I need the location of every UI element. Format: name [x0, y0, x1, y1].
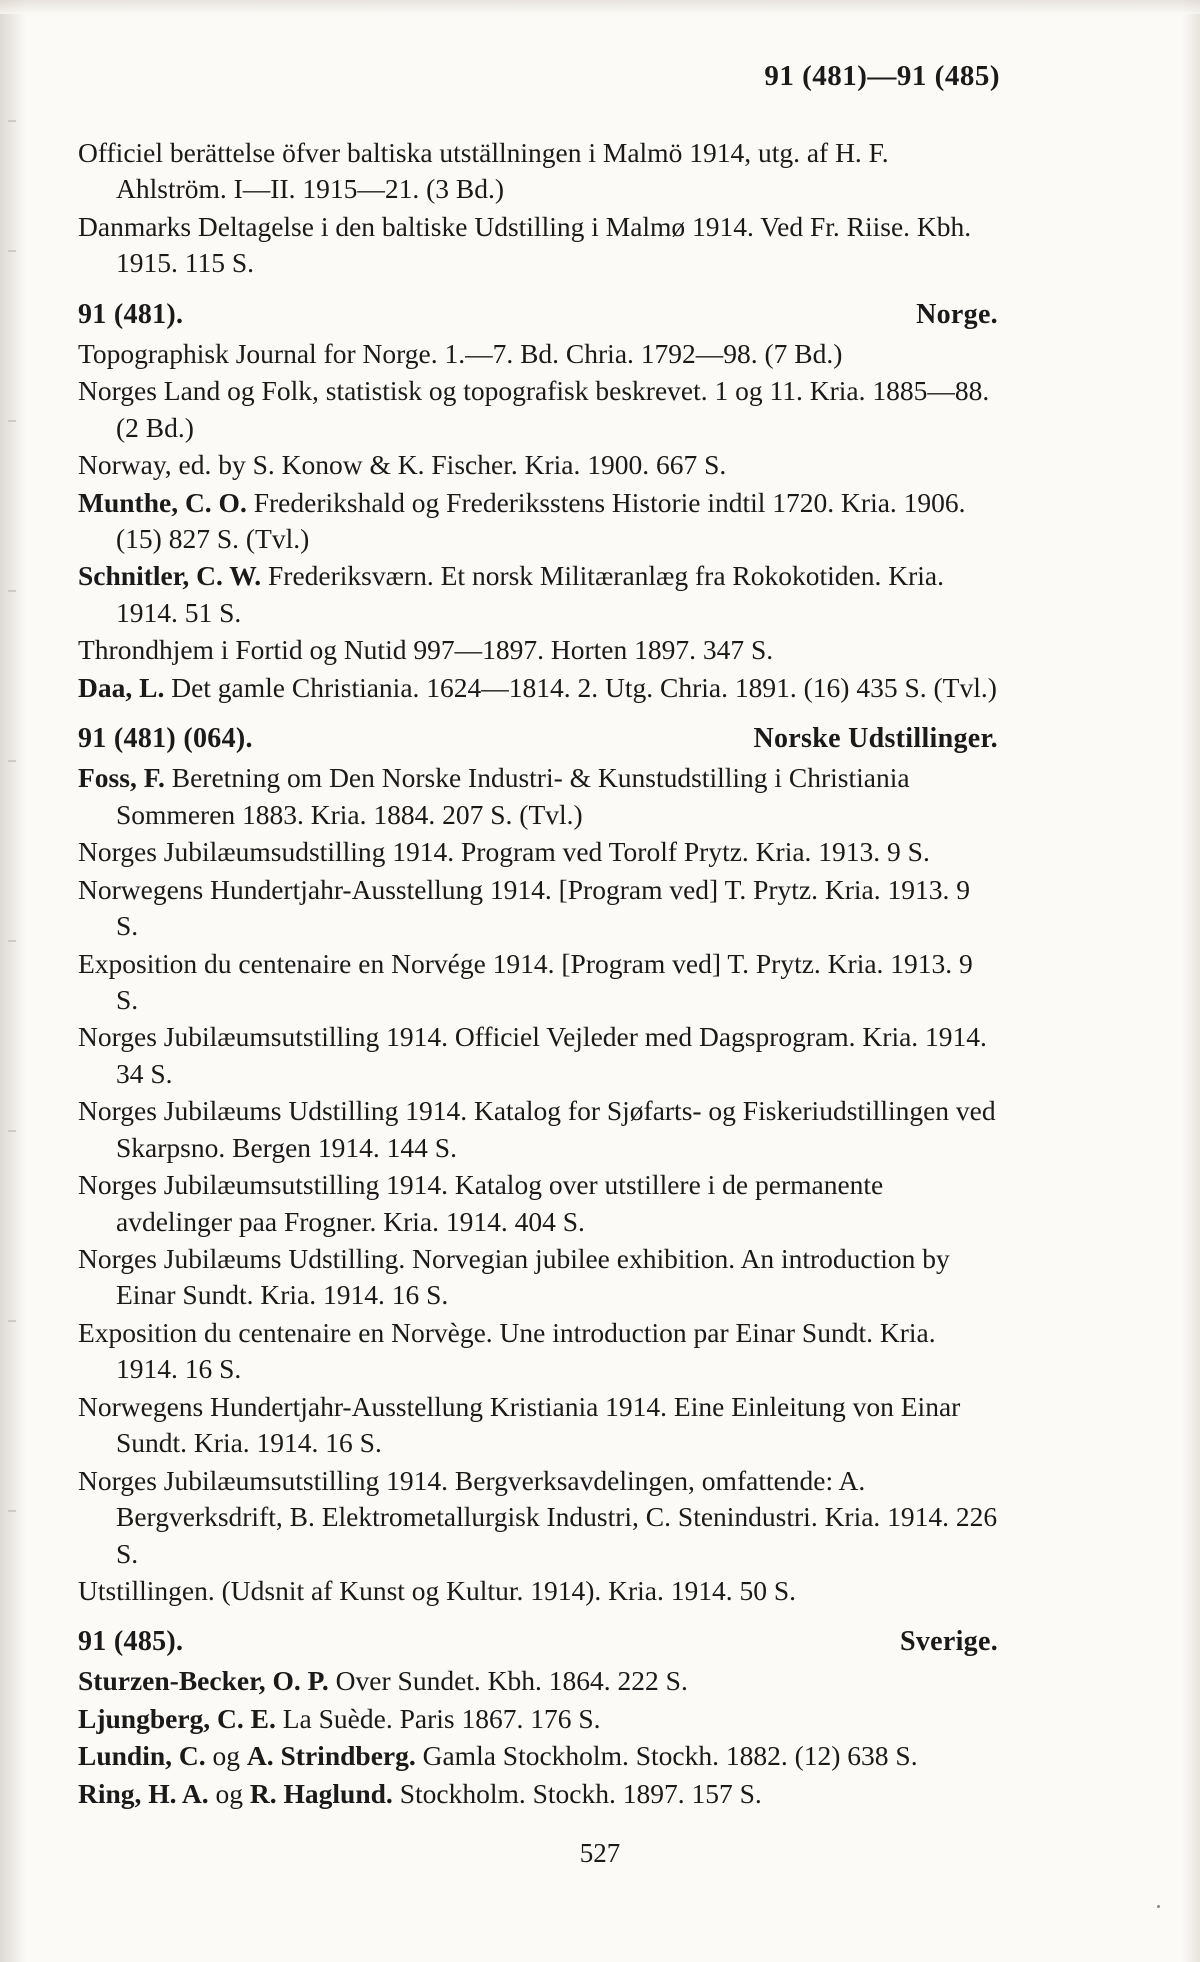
entry-text: Officiel berättelse öfver baltiska utställningen i Malmö 1914, utg. af H. F. Ahlström. I—II. 1915—21. (3 Bd.): [78, 137, 889, 205]
section-heading: [78, 1623, 998, 1660]
bibliography-entry: [78, 1389, 998, 1462]
entry-author: Munthe, C. O.: [78, 486, 247, 518]
section-heading: [78, 296, 998, 333]
bibliography-entry: [78, 1776, 998, 1812]
entry-text: Beretning om Den Norske Industri- & Kunstudstilling i Christiania Sommeren 1883. Kria. 1884. 207 S. (Tvl.): [116, 762, 910, 830]
bibliography-entry: [78, 1241, 998, 1314]
bibliography-entry: [78, 558, 998, 631]
bibliography-entry: [78, 1573, 998, 1609]
entry-text: Norges Jubilæums Udstilling 1914. Katalog for Sjøfarts- og Fiskeriudstillingen ved Skarpsno. Bergen 1914. 144 S.: [78, 1095, 996, 1163]
entry-text: Danmarks Deltagelse i den baltiske Udstilling i Malmø 1914. Ved Fr. Riise. Kbh. 1915. 115 S.: [78, 210, 972, 279]
entry-text: Norges Jubilæumsutstilling 1914. Katalog over utstillere i de permanente avdelinger paa Frogner. Kria. 1914. 404 S.: [78, 1169, 884, 1237]
bibliography-entry: [78, 1167, 998, 1240]
entry-text: La Suède. Paris 1867. 176 S.: [275, 1702, 601, 1734]
entry-author-secondary: A. Strindberg.: [246, 1740, 416, 1772]
entry-text: Norges Jubilæumsudstilling 1914. Program ved Torolf Prytz. Kria. 1913. 9 S.: [78, 836, 930, 868]
bibliography-entry: [78, 760, 998, 833]
bibliography-entry: [78, 1701, 998, 1737]
bibliography-entries: [78, 135, 998, 1812]
section-heading-region: Sverige.: [899, 1626, 998, 1658]
entry-text: Norges Land og Folk, statistisk og topografisk beskrevet. 1 og 11. Kria. 1885—88. (2 Bd.): [78, 375, 990, 443]
entry-text: Norges Jubilæumsutstilling 1914. Officiel Vejleder med Dagsprogram. Kria. 1914. 34 S.: [78, 1021, 987, 1089]
bibliography-entry: [78, 373, 998, 446]
running-head: 91 (481)—91 (485): [764, 60, 1000, 92]
bibliography-entry: [78, 1019, 998, 1092]
section-heading-region: Norske Udstillinger.: [753, 723, 998, 755]
entry-author-conjunction: og: [208, 1777, 250, 1809]
entry-author: Ring, H. A.: [78, 1777, 209, 1809]
section-heading: [78, 720, 998, 757]
entry-text: Frederikshald og Frederiksstens Historie indtil 1720. Kria. 1906. (15) 827 S. (Tvl.): [116, 486, 966, 555]
entry-text: Exposition du centenaire en Norvège. Une introduction par Einar Sundt. Kria. 1914. 16 S.: [78, 1316, 936, 1385]
entry-text: Over Sundet. Kbh. 1864. 222 S.: [328, 1665, 688, 1697]
page-number: 527: [579, 1838, 621, 1868]
bibliography-entry: [78, 447, 998, 483]
entry-author: Sturzen-Becker, O. P.: [78, 1665, 329, 1697]
section-heading-number: 91 (481).: [78, 298, 184, 330]
entry-author-conjunction: og: [205, 1740, 247, 1772]
entry-text: Throndhjem i Fortid og Nutid 997—1897. Horten 1897. 347 S.: [78, 634, 774, 666]
entry-text: Norwegens Hundertjahr-Ausstellung Kristiania 1914. Eine Einleitung von Einar Sundt. Kria. 1914. 16 S.: [78, 1390, 961, 1459]
page-right-edge-shadow: [1182, 0, 1200, 1962]
entry-author: Foss, F.: [78, 762, 165, 794]
bibliography-entry: [78, 1663, 998, 1699]
bibliography-entry: [78, 1315, 998, 1388]
bibliography-entry: [78, 1738, 998, 1774]
bibliography-entry: [78, 1093, 998, 1166]
entry-text: Gamla Stockholm. Stockh. 1882. (12) 638 S.: [415, 1740, 918, 1772]
bibliography-entry: [78, 1463, 998, 1572]
entry-author: Ljungberg, C. E.: [78, 1702, 276, 1734]
bibliography-entry: [78, 872, 998, 945]
entry-text: Topographisk Journal for Norge. 1.—7. Bd. Chria. 1792—98. (7 Bd.): [78, 337, 843, 369]
entry-text: Exposition du centenaire en Norvége 1914. [Program ved] T. Prytz. Kria. 1913. 9 S.: [78, 947, 973, 1015]
bibliography-entry: [78, 336, 998, 372]
entry-text: Norges Jubilæums Udstilling. Norvegian jubilee exhibition. An introduction by Einar Sundt. Kria. 1914. 16 S.: [78, 1243, 950, 1311]
binding-marks: [8, 120, 16, 1620]
bibliography-entry: [78, 946, 998, 1019]
bibliography-entry: [78, 485, 998, 558]
entry-author: Schnitler, C. W.: [78, 560, 262, 592]
entry-text: Norwegens Hundertjahr-Ausstellung 1914. [Program ved] T. Prytz. Kria. 1913. 9 S.: [78, 873, 971, 942]
entry-text: Stockholm. Stockh. 1897. 157 S.: [392, 1777, 762, 1809]
bibliography-entry: [78, 670, 998, 706]
scan-speck: [1157, 1905, 1160, 1908]
page-content: [78, 60, 1088, 1813]
bibliography-entry: [78, 209, 998, 282]
section-heading-region: Norge.: [916, 298, 998, 330]
section-heading-number: 91 (481) (064).: [78, 723, 253, 755]
bibliography-entry: [78, 632, 998, 668]
entry-text: Frederiksværn. Et norsk Militæranlæg fra Rokokotiden. Kria. 1914. 51 S.: [116, 560, 944, 628]
entry-author: Lundin, C.: [78, 1740, 206, 1772]
entry-author: Daa, L.: [78, 671, 165, 703]
entry-text: Utstillingen. (Udsnit af Kunst og Kultur. 1914). Kria. 1914. 50 S.: [78, 1574, 797, 1606]
page-top-edge-shadow: [0, 0, 1200, 14]
bibliography-entry: [78, 135, 998, 208]
section-heading-number: 91 (485).: [78, 1626, 184, 1658]
entry-text: Norway, ed. by S. Konow & K. Fischer. Kria. 1900. 667 S.: [78, 449, 727, 481]
entry-author-secondary: R. Haglund.: [249, 1777, 393, 1809]
entry-text: Det gamle Christiania. 1624—1814. 2. Utg. Chria. 1891. (16) 435 S. (Tvl.): [164, 671, 997, 703]
entry-text: Norges Jubilæumsutstilling 1914. Bergverksavdelingen, omfattende: A. Bergverksdrift, B. Elektrometallurgisk Industri, C. Stenindustri. Kria. 1914. 226 S.: [78, 1464, 998, 1569]
bibliography-entry: [78, 834, 998, 870]
